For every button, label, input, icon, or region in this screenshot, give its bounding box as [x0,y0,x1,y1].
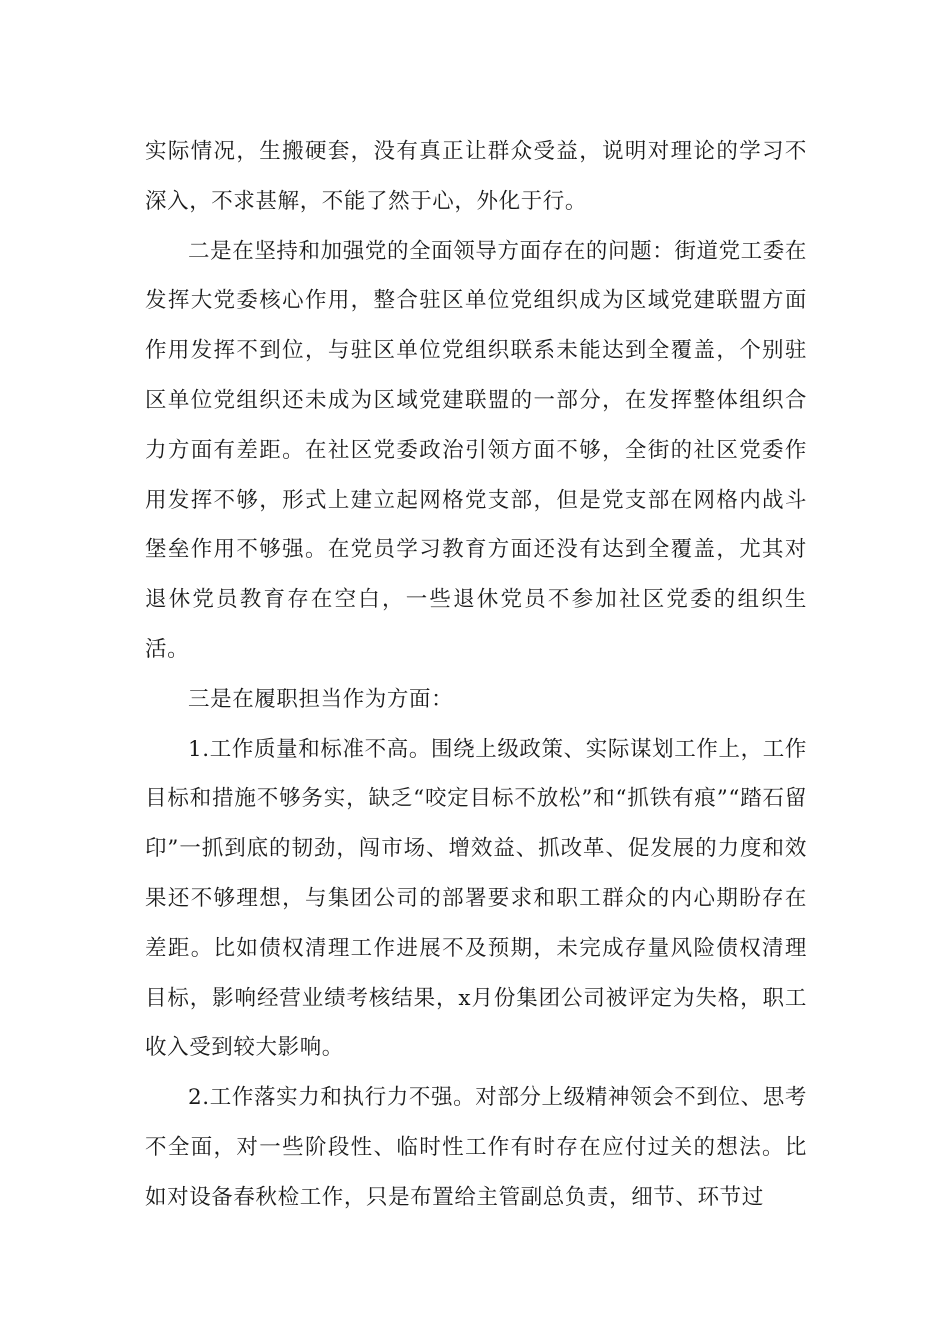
paragraph-3: 三是在履职担当作为方面： [188,686,454,712]
paragraph-4: 1.工作质量和标准不高。围绕上级政策、实际谋划工作上，工作目标和措施不够务实，缺乏“咬定目标不放松”和“抓铁有痕”“踏石留印”一抓到底的韧劲，闯市场、增效益、抓改革、促发展的力度和效果还不够理想，与集团公司的部署要求和职工群众的内心期盼存在差距。比如债权清理工作进展不及预期，未完成存量风险债权清理目标，影响经营业绩考核结果，x月份集团公司被评定为失格，职工收入受到较大影响。 [145,736,807,1061]
paragraph-5: 2.工作落实力和执行力不强。对部分上级精神领会不到位、思考不全面，对一些阶段性、临时性工作有时存在应付过关的想法。比如对设备春秋检工作，只是布置给主管副总负责，细节、环节过 [145,1085,807,1210]
document-body [145,127,807,1223]
paragraph-2: 二是在坚持和加强党的全面领导方面存在的问题：街道党工委在发挥大党委核心作用，整合驻区单位党组织成为区域党建联盟方面作用发挥不到位，与驻区单位党组织联系未能达到全覆盖，个别驻区单位党组织还未成为区域党建联盟的一部分，在发挥整体组织合力方面有差距。在社区党委政治引领方面不够，全街的社区党委作用发挥不够，形式上建立起网格党支部，但是党支部在网格内战斗堡垒作用不够强。在党员学习教育方面还没有达到全覆盖，尤其对退休党员教育存在空白，一些退休党员不参加社区党委的组织生活。 [145,238,807,662]
paragraph-1: 实际情况，生搬硬套，没有真正让群众受益，说明对理论的学习不深入，不求甚解，不能了然于心，外化于行。 [145,139,807,214]
